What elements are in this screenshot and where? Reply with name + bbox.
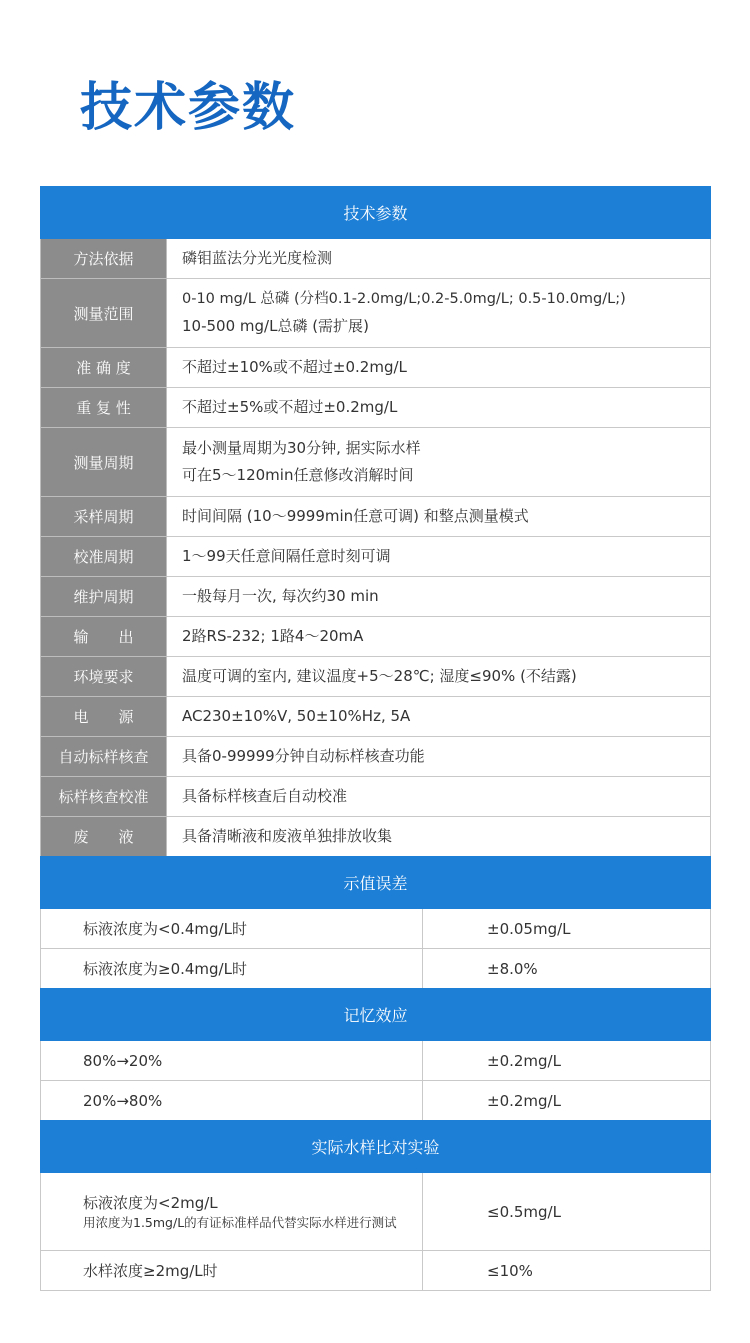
spec-value: 不超过±10%或不超过±0.2mg/L <box>167 348 711 388</box>
spec-row <box>41 737 711 777</box>
comparison-condition: 水样浓度≥2mg/L时 <box>41 1251 423 1291</box>
spec-label: 废 液 <box>41 817 167 857</box>
spec-value: 不超过±5%或不超过±0.2mg/L <box>167 388 711 428</box>
spec-label: 测量周期 <box>41 428 167 497</box>
spec-row <box>41 817 711 857</box>
comparison-condition-cell <box>41 1173 423 1251</box>
comparison-table <box>40 1120 711 1291</box>
memory-table <box>40 988 711 1121</box>
comparison-header: 实际水样比对实验 <box>41 1121 711 1173</box>
spec-label: 准 确 度 <box>41 348 167 388</box>
comparison-row <box>41 1251 711 1291</box>
memory-header-row <box>41 989 711 1041</box>
memory-value: ±0.2mg/L <box>423 1041 711 1081</box>
spec-label: 电 源 <box>41 697 167 737</box>
page-title: 技术参数 <box>80 78 297 138</box>
spec-value-line: 可在5～120min任意修改消解时间 <box>182 466 414 484</box>
spec-value: 磷钼蓝法分光光度检测 <box>167 239 711 279</box>
error-header: 示值误差 <box>41 857 711 909</box>
comparison-condition: 标液浓度为<2mg/L <box>83 1193 218 1212</box>
spec-label: 标样核查校准 <box>41 777 167 817</box>
spec-value-line: 最小测量周期为30分钟, 据实际水样 <box>182 439 421 457</box>
comparison-note: 用浓度为1.5mg/L的有证标准样品代替实际水样进行测试 <box>83 1214 397 1230</box>
spec-row <box>41 577 711 617</box>
error-condition: 标液浓度为<0.4mg/L时 <box>41 909 423 949</box>
spec-label: 自动标样核查 <box>41 737 167 777</box>
spec-row <box>41 537 711 577</box>
spec-row <box>41 279 711 348</box>
spec-label: 校准周期 <box>41 537 167 577</box>
spec-value: 具备0-99999分钟自动标样核查功能 <box>167 737 711 777</box>
error-row <box>41 909 711 949</box>
spec-row <box>41 428 711 497</box>
spec-table <box>40 186 711 857</box>
memory-header: 记忆效应 <box>41 989 711 1041</box>
spec-row <box>41 617 711 657</box>
spec-label: 环境要求 <box>41 657 167 697</box>
error-header-row <box>41 857 711 909</box>
spec-header: 技术参数 <box>41 187 711 239</box>
spec-value-line: 0-10 mg/L 总磷 (分档0.1-2.0mg/L;0.2-5.0mg/L; 0.5-10.0mg/L;) <box>182 291 626 307</box>
comparison-value: ≤0.5mg/L <box>423 1173 711 1251</box>
memory-row <box>41 1081 711 1121</box>
spec-value <box>167 279 711 348</box>
comparison-row <box>41 1173 711 1251</box>
memory-condition: 20%→80% <box>41 1081 423 1121</box>
error-value: ±8.0% <box>423 949 711 989</box>
spec-row <box>41 239 711 279</box>
spec-label: 重 复 性 <box>41 388 167 428</box>
spec-row <box>41 348 711 388</box>
error-row <box>41 949 711 989</box>
spec-value: 一般每月一次, 每次约30 min <box>167 577 711 617</box>
memory-condition: 80%→20% <box>41 1041 423 1081</box>
spec-label: 采样周期 <box>41 497 167 537</box>
spec-value <box>167 428 711 497</box>
spec-row <box>41 497 711 537</box>
spec-value: 温度可调的室内, 建议温度+5～28℃; 湿度≤90% (不结露) <box>167 657 711 697</box>
spec-label: 维护周期 <box>41 577 167 617</box>
memory-row <box>41 1041 711 1081</box>
spec-value-line: 10-500 mg/L总磷 (需扩展) <box>182 317 369 335</box>
error-value: ±0.05mg/L <box>423 909 711 949</box>
spec-label: 测量范围 <box>41 279 167 348</box>
spec-value: 2路RS-232; 1路4～20mA <box>167 617 711 657</box>
spec-value: 1～99天任意间隔任意时刻可调 <box>167 537 711 577</box>
spec-row <box>41 388 711 428</box>
spec-value: 具备标样核查后自动校准 <box>167 777 711 817</box>
spec-row <box>41 657 711 697</box>
spec-label: 方法依据 <box>41 239 167 279</box>
error-condition: 标液浓度为≥0.4mg/L时 <box>41 949 423 989</box>
spec-value: 时间间隔 (10～9999min任意可调) 和整点测量模式 <box>167 497 711 537</box>
spec-value: 具备清晰液和废液单独排放收集 <box>167 817 711 857</box>
spec-label: 输 出 <box>41 617 167 657</box>
comparison-header-row <box>41 1121 711 1173</box>
spec-value: AC230±10%V, 50±10%Hz, 5A <box>167 697 711 737</box>
comparison-value: ≤10% <box>423 1251 711 1291</box>
spec-row <box>41 697 711 737</box>
error-table <box>40 856 711 989</box>
memory-value: ±0.2mg/L <box>423 1081 711 1121</box>
spec-header-row <box>41 187 711 239</box>
spec-row <box>41 777 711 817</box>
